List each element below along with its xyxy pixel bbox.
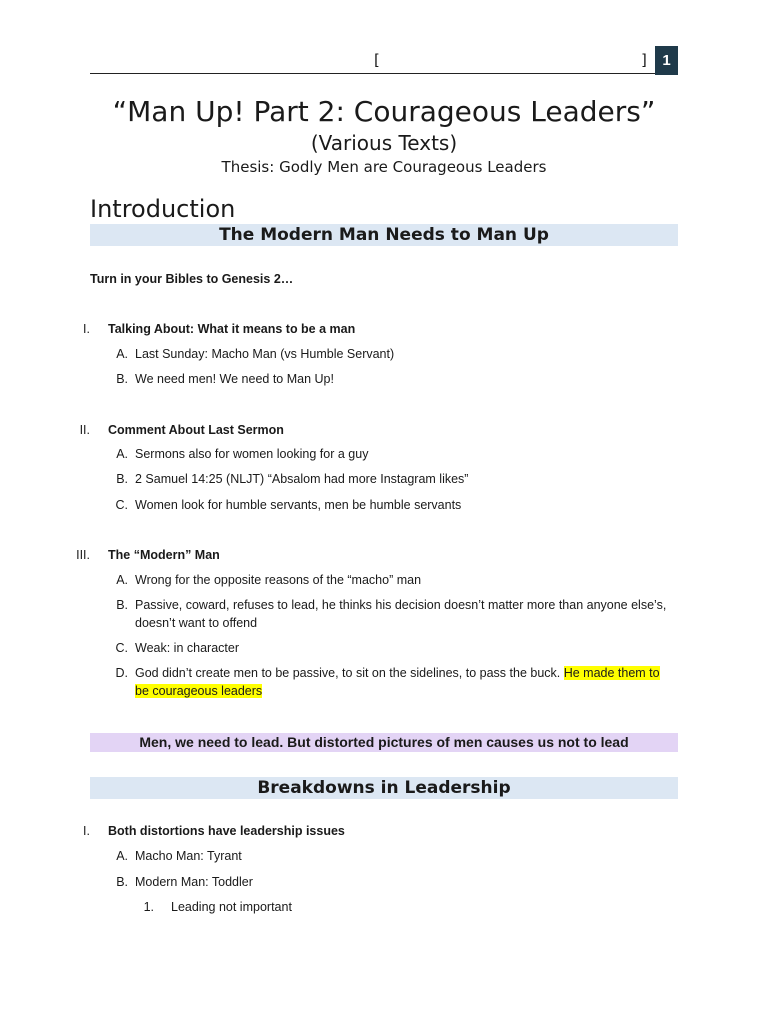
list-letter: C.	[115, 641, 128, 655]
list-item-continuation	[135, 684, 262, 698]
list-letter: D.	[115, 666, 128, 680]
header-bracket-close: ]	[641, 51, 647, 69]
list-item: We need men! We need to Man Up!	[135, 372, 334, 386]
document-subtitle: (Various Texts)	[310, 131, 458, 155]
list-item: Women look for humble servants, men be humble servants	[135, 498, 462, 512]
sub-list-item: Leading not important	[171, 900, 292, 914]
outline-heading: The “Modern” Man	[108, 548, 220, 562]
list-item: 2 Samuel 14:25 (NLJT) “Absalom had more Instagram likes”	[135, 472, 469, 486]
section-band-breakdowns: Breakdowns in Leadership	[90, 777, 678, 799]
list-letter: C.	[115, 498, 128, 512]
outline-numeral: I.	[83, 824, 90, 838]
header-bracket-open: [	[374, 51, 380, 69]
introduction-heading: Introduction	[90, 195, 236, 223]
list-item: Weak: in character	[135, 641, 239, 655]
list-letter: B.	[116, 472, 128, 486]
highlighted-text: be courageous leaders	[135, 684, 263, 698]
outline-heading: Both distortions have leadership issues	[108, 824, 345, 838]
callout-banner: Men, we need to lead. But distorted pictures of men causes us not to lead	[90, 733, 678, 752]
list-item	[135, 666, 660, 680]
document-title: “Man Up! Part 2: Courageous Leaders”	[112, 95, 656, 128]
outline-numeral: II.	[79, 423, 90, 437]
list-item: Last Sunday: Macho Man (vs Humble Servant)	[135, 347, 395, 361]
list-letter: B.	[116, 875, 128, 889]
list-item: Modern Man: Toddler	[135, 875, 253, 889]
header-rule	[90, 73, 655, 74]
outline-numeral: III.	[76, 548, 90, 562]
outline-heading: Talking About: What it means to be a man	[108, 322, 356, 336]
list-letter: B.	[116, 598, 128, 612]
page-number-badge: 1	[655, 46, 678, 75]
list-item-text: God didn’t create men to be passive, to sit on the sidelines, to pass the buck.	[135, 666, 564, 680]
sub-list-number: 1.	[143, 900, 154, 914]
list-item: Sermons also for women looking for a guy	[135, 447, 369, 461]
outline-heading: Comment About Last Sermon	[108, 423, 284, 437]
section-band-modern-man: The Modern Man Needs to Man Up	[90, 224, 678, 246]
list-letter: A.	[116, 447, 128, 461]
list-item: Wrong for the opposite reasons of the “macho” man	[135, 573, 422, 587]
list-item: Passive, coward, refuses to lead, he thinks his decision doesn’t matter more than anyone else’s,	[135, 598, 667, 612]
list-letter: B.	[116, 372, 128, 386]
list-item: Macho Man: Tyrant	[135, 849, 242, 863]
list-letter: A.	[116, 347, 128, 361]
instruction-text: Turn in your Bibles to Genesis 2…	[90, 272, 294, 286]
list-letter: A.	[116, 849, 128, 863]
list-letter: A.	[116, 573, 128, 587]
highlighted-text: He made them to	[563, 666, 660, 680]
thesis-line: Thesis: Godly Men are Courageous Leaders	[221, 158, 547, 176]
list-item-continuation: doesn’t want to offend	[135, 616, 258, 630]
outline-numeral: I.	[83, 322, 90, 336]
